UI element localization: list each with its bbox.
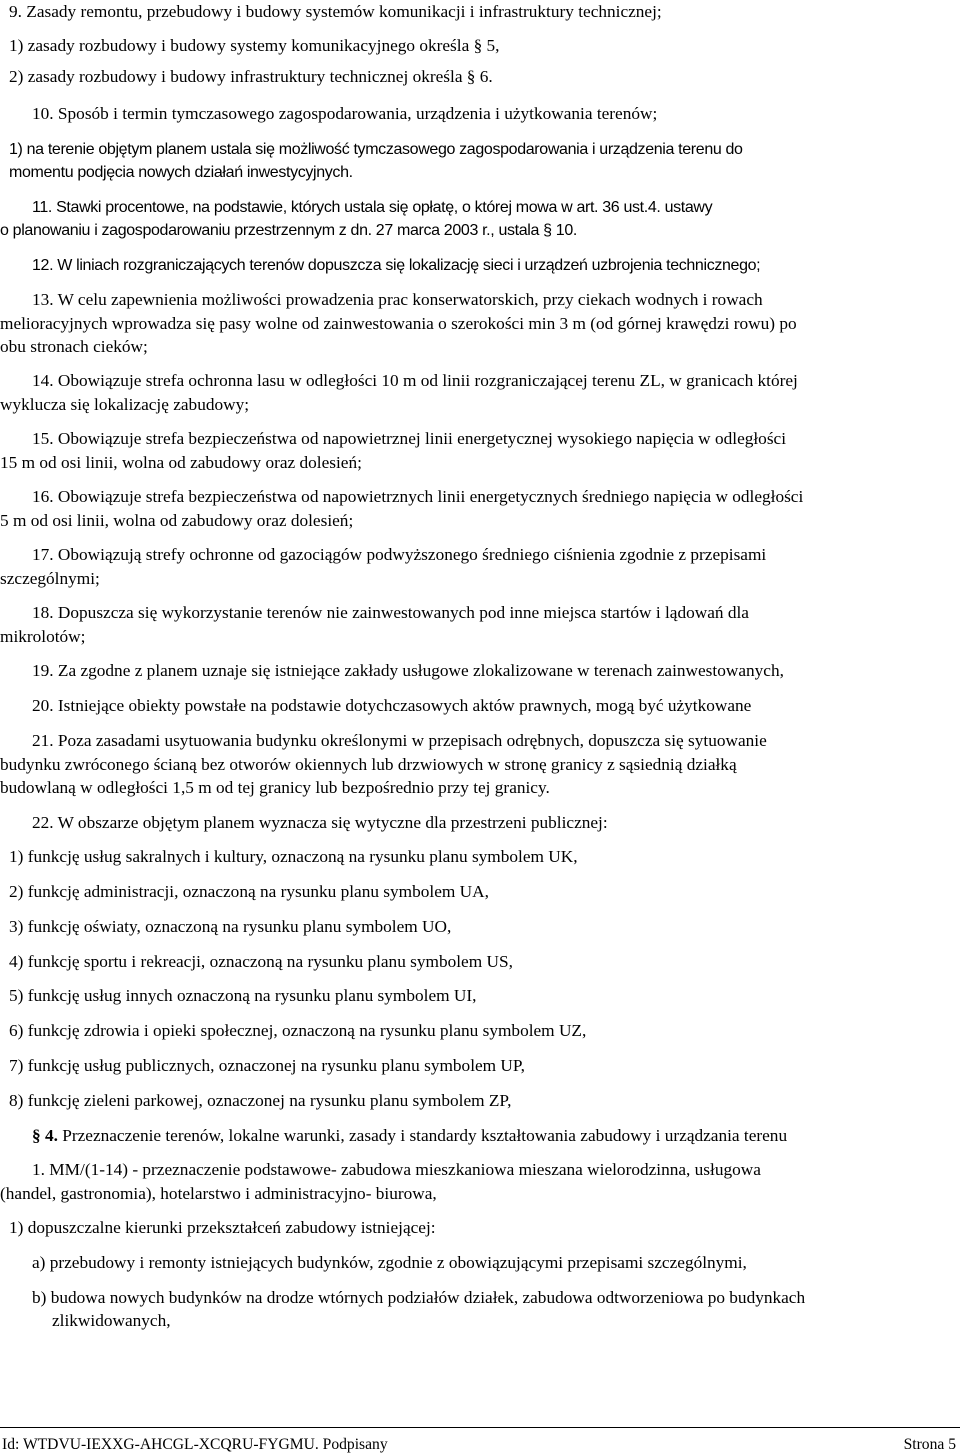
paragraph-21-line2: budynku zwróconego ścianą bez otworów okiennych lub drzwiowych w stronę granicy z sąsiednią działką xyxy=(0,755,737,774)
paragraph-10: 10. Sposób i termin tymczasowego zagospodarowania, urządzenia i użytkowania terenów; xyxy=(32,104,658,123)
section-4-title: Przeznaczenie terenów, lokalne warunki, zasady i standardy kształtowania zabudowy i urządzania terenu xyxy=(57,1126,788,1145)
footer-divider xyxy=(0,1427,960,1428)
paragraph-22-6: 6) funkcję zdrowia i opieki społecznej, oznaczoną na rysunku planu symbolem UZ, xyxy=(9,1021,587,1040)
footer-document-id: Id: WTDVU-IEXXG-AHCGL-XCQRU-FYGMU. Podpisany xyxy=(2,1436,388,1453)
paragraph-20: 20. Istniejące obiekty powstałe na podstawie dotychczasowych aktów prawnych, mogą być użytkowane xyxy=(32,696,752,715)
paragraph-15-line2: 15 m od osi linii, wolna od zabudowy oraz dolesień; xyxy=(0,453,362,472)
mm-definition-line1: 1. MM/(1-14) - przeznaczenie podstawowe- zabudowa mieszkaniowa mieszana wielorodzinna, usługowa xyxy=(32,1160,761,1179)
paragraph-13-line2: melioracyjnych wprowadza się pasy wolne od zainwestowania o szerokości min 3 m (od górnej krawędzi rowu) po xyxy=(0,314,797,333)
paragraph-22-3: 3) funkcję oświaty, oznaczoną na rysunku planu symbolem UO, xyxy=(9,917,452,936)
paragraph-14-line2: wyklucza się lokalizację zabudowy; xyxy=(0,395,250,414)
paragraph-15-line1: 15. Obowiązuje strefa bezpieczeństwa od napowietrznej linii energetycznej wysokiego napięcia w odległości xyxy=(32,429,787,448)
paragraph-22-8: 8) funkcję zieleni parkowej, oznaczonej na rysunku planu symbolem ZP, xyxy=(9,1091,512,1110)
paragraph-9-2: 2) zasady rozbudowy i budowy infrastruktury technicznej określa § 6. xyxy=(9,67,493,86)
paragraph-12: 12. W liniach rozgraniczających terenów dopuszcza się lokalizację sieci i urządzeń uzbrojenia technicznego; xyxy=(32,257,761,274)
paragraph-21-line1: 21. Poza zasadami usytuowania budynku określonymi w przepisach odrębnych, dopuszcza się sytuowanie xyxy=(32,731,767,750)
paragraph-10-1-line2: momentu podjęcia nowych działań inwestycyjnych. xyxy=(9,164,353,181)
paragraph-22-5: 5) funkcję usług innych oznaczoną na rysunku planu symbolem UI, xyxy=(9,986,477,1005)
paragraph-11-line2: o planowaniu i zagospodarowaniu przestrzennym z dn. 27 marca 2003 r., ustala § 10. xyxy=(0,222,577,239)
paragraph-16-line2: 5 m od osi linii, wolna od zabudowy oraz dolesień; xyxy=(0,511,354,530)
paragraph-22-4: 4) funkcję sportu i rekreacji, oznaczoną na rysunku planu symbolem US, xyxy=(9,952,513,971)
paragraph-9: 9. Zasady remontu, przebudowy i budowy systemów komunikacji i infrastruktury technicznej; xyxy=(9,2,662,21)
paragraph-13-line1: 13. W celu zapewnienia możliwości prowadzenia prac konserwatorskich, przy ciekach wodnych i rowach xyxy=(32,290,763,309)
paragraph-18-line2: mikrolotów; xyxy=(0,627,86,646)
mm-item-1: 1) dopuszczalne kierunki przekształceń zabudowy istniejącej: xyxy=(9,1218,436,1237)
footer-page-number: Strona 5 xyxy=(903,1436,956,1453)
paragraph-19: 19. Za zgodne z planem uznaje się istniejące zakłady usługowe zlokalizowane w terenach zainwestowanych, xyxy=(32,661,784,680)
paragraph-11-line1: 11. Stawki procentowe, na podstawie, których ustala się opłatę, o której mowa w art. 36 ust.4. ustawy xyxy=(32,199,713,216)
paragraph-17-line2: szczególnymi; xyxy=(0,569,100,588)
paragraph-21-line3: budowlaną w odległości 1,5 m od tej granicy lub bezpośrednio przy tej granicy. xyxy=(0,778,550,797)
mm-definition-line2: (handel, gastronomia), hotelarstwo i administracyjno- biurowa, xyxy=(0,1184,437,1203)
paragraph-18-line1: 18. Dopuszcza się wykorzystanie terenów nie zainwestowanych pod inne miejsca startów i lądowań dla xyxy=(32,603,749,622)
section-4-heading xyxy=(32,1124,787,1148)
paragraph-22-1: 1) funkcję usług sakralnych i kultury, oznaczoną na rysunku planu symbolem UK, xyxy=(9,847,578,866)
paragraph-22: 22. W obszarze objętym planem wyznacza się wytyczne dla przestrzeni publicznej: xyxy=(32,813,608,832)
paragraph-16-line1: 16. Obowiązuje strefa bezpieczeństwa od napowietrznych linii energetycznych średniego napięcia w odległości xyxy=(32,487,804,506)
mm-item-1a: a) przebudowy i remonty istniejących budynków, zgodnie z obowiązującymi przepisami szczególnymi, xyxy=(32,1253,747,1272)
section-4-number: § 4. xyxy=(32,1126,58,1145)
mm-item-1b-line2: zlikwidowanych, xyxy=(52,1311,171,1330)
paragraph-14-line1: 14. Obowiązuje strefa ochronna lasu w odległości 10 m od linii rozgraniczającej terenu ZL, w granicach której xyxy=(32,371,798,390)
mm-item-1b-line1: b) budowa nowych budynków na drodze wtórnych podziałów działek, zabudowa odtworzeniowa po budynkach xyxy=(32,1288,806,1307)
paragraph-22-2: 2) funkcję administracji, oznaczoną na rysunku planu symbolem UA, xyxy=(9,882,489,901)
paragraph-9-1: 1) zasady rozbudowy i budowy systemy komunikacyjnego określa § 5, xyxy=(9,36,500,55)
paragraph-22-7: 7) funkcję usług publicznych, oznaczonej na rysunku planu symbolem UP, xyxy=(9,1056,525,1075)
paragraph-10-1-line1: 1) na terenie objętym planem ustala się możliwość tymczasowego zagospodarowania i urządzenia terenu do xyxy=(9,141,743,158)
paragraph-17-line1: 17. Obowiązują strefy ochronne od gazociągów podwyższonego średniego ciśnienia zgodnie z przepisami xyxy=(32,545,767,564)
paragraph-13-line3: obu stronach cieków; xyxy=(0,337,148,356)
